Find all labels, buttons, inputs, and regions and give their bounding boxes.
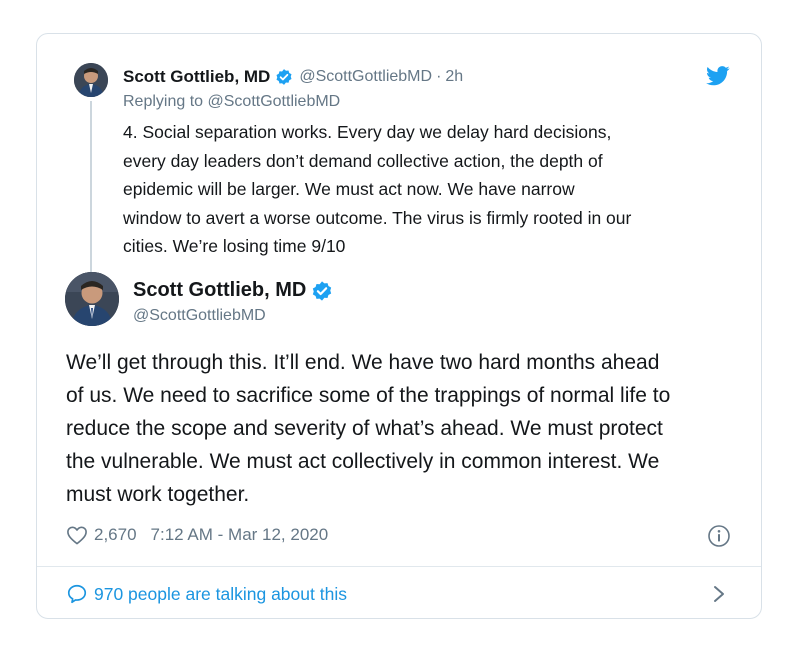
speech-bubble-icon	[66, 583, 88, 605]
conversation-link[interactable]	[66, 582, 347, 606]
embedded-tweet-card	[36, 33, 762, 619]
twitter-bird-icon[interactable]	[706, 66, 730, 86]
time-separator: ·	[436, 68, 442, 85]
main-text-line: We’ll get through this. It’ll end. We have two hard months ahead	[66, 351, 660, 374]
conversation-link-label: 970 people are talking about this	[94, 583, 347, 604]
replying-to-mention[interactable]: @ScottGottliebMD	[207, 93, 341, 110]
main-author-name[interactable]: Scott Gottlieb, MD	[133, 279, 307, 301]
verified-badge-icon	[275, 68, 293, 86]
reply-text-line: 4. Social separation works. Every day we delay hard decisions,	[123, 122, 612, 142]
footer-divider	[37, 566, 761, 567]
main-text-line: must work together.	[66, 483, 250, 506]
reply-author-handle[interactable]: @ScottGottliebMD	[299, 68, 433, 85]
main-text-line: of us. We need to sacrifice some of the trappings of normal life to	[66, 384, 671, 407]
main-tweet-text	[66, 346, 746, 511]
reply-avatar[interactable]	[74, 63, 108, 97]
reply-text-line: epidemic will be larger. We must act now. We have narrow	[123, 179, 575, 199]
reply-author-name[interactable]: Scott Gottlieb, MD	[123, 67, 271, 86]
reply-text-line: every day leaders don’t demand collective action, the depth of	[123, 150, 603, 171]
chevron-right-icon[interactable]	[712, 584, 726, 604]
reply-tweet-text	[123, 118, 743, 261]
main-author-name-row	[133, 279, 333, 302]
replying-to-line	[123, 93, 340, 111]
reply-tweet-header	[123, 66, 463, 88]
main-author-handle[interactable]: @ScottGottliebMD	[133, 307, 266, 324]
verified-badge-icon	[311, 280, 333, 302]
reply-text-line: window to avert a worse outcome. The virus is firmly rooted in our	[123, 207, 632, 228]
replying-to-label: Replying to	[123, 93, 204, 110]
tweet-meta-row	[66, 523, 328, 547]
tweet-timestamp[interactable]: 7:12 AM - Mar 12, 2020	[150, 525, 329, 544]
reply-time[interactable]: 2h	[445, 68, 464, 85]
main-text-line: reduce the scope and severity of what’s ahead. We must protect	[66, 417, 663, 440]
heart-icon[interactable]	[66, 525, 88, 545]
main-text-line: the vulnerable. We must act collectively in common interest. We	[66, 450, 660, 473]
like-count[interactable]: 2,670	[94, 525, 137, 544]
main-avatar[interactable]	[65, 272, 119, 326]
thread-connector-line	[90, 101, 92, 296]
info-icon[interactable]	[707, 524, 731, 548]
reply-text-line: cities. We’re losing time 9/10	[123, 236, 346, 256]
